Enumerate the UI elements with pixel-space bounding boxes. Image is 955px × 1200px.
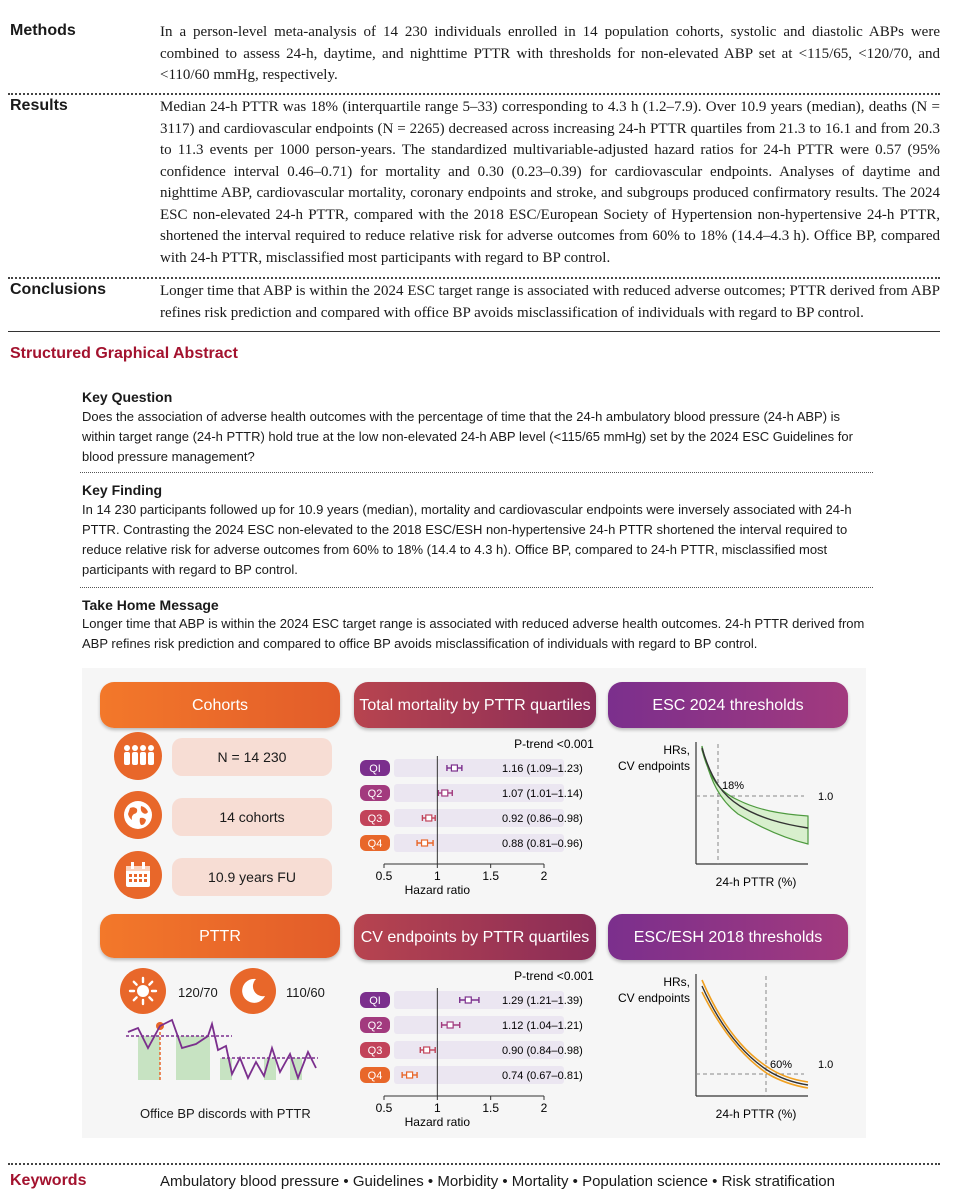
esc2024-marker: 18% [722,780,745,792]
keyword[interactable]: Morbidity [437,1173,499,1190]
take-home-heading: Take Home Message [82,597,219,613]
esc2018-pill: ESC/ESH 2018 thresholds [608,914,848,960]
curve-ylabel: HRs, [663,743,690,757]
office-bp-caption: Office BP discords with PTTR [140,1106,311,1121]
hazard-ratio-value: 1.07 (1.01–1.14) [502,788,583,800]
keywords-list [160,1173,835,1190]
x-tick-label: 1.5 [482,1101,500,1115]
keyword-separator: • [423,1173,438,1190]
divider [80,472,873,473]
hazard-ratio-point [447,1022,453,1028]
reference-line-label: 1.0 [818,791,834,803]
conclusions-text: Longer time that ABP is within the 2024 ESC target range is associated with reduced adverse outcomes; PTTR derived from ABP refines risk prediction and compared with office BP avoids misclassification of individuals with regard to BP control. [160,283,940,321]
hazard-ratio-point [407,1072,413,1078]
hazard-ratio-value: 0.92 (0.86–0.98) [502,813,583,825]
key-question-heading: Key Question [82,389,173,405]
results-label: Results [10,97,68,114]
divider [8,93,940,95]
results-text: Median 24-h PTTR was 18% (interquartile range 5–33) corresponding to 4.3 h (1.2–7.9). Over 10.9 years (median), deaths (N = 3117) and cardiovascular endpoints (N = 2265) decreased across increasing 24-h PTTR quartiles from 21.3 to 16.1 and from 20.3 to 11.3 events per 1000 person-years. The standardized multivariable-adjusted hazard ratios for 24-h PTTR were 0.57 (95% confidence interval 0.46–0.71) for mortality and 0.30 (0.23–0.39) for cardiovascular endpoints. Analyses of daytime and nighttime ABP, cardiovascular mortality, coronary endpoints and stroke, and subgroups produced confirmatory results. The 2024 ESC non-elevated 24-h PTTR, compared with the 2018 ESC/European Society of Hypertension non-hypertensive 24-h PTTR, shortened the interval required to reduce relative risk for adverse outcomes from 60% to 18% (14.4–4.3 h). Office BP, compared with 24-h PTTR, misclassified most participants with regard to BP control. [160,99,940,266]
hazard-ratio-point [442,790,448,796]
p-trend-label: P-trend <0.001 [514,737,594,751]
x-tick-label: 2 [540,1101,548,1115]
curve-xlabel: 24-h PTTR (%) [715,1107,797,1121]
figure-panel [82,668,866,1138]
esc2024-curve-chart [608,734,858,894]
cv-endpoints-pill: CV endpoints by PTTR quartiles [354,914,596,960]
hazard-ratio-value: 0.74 (0.67–0.81) [502,1070,583,1082]
hazard-ratio-value: 1.29 (1.21–1.39) [502,995,583,1007]
take-home-text: Longer time that ABP is within the 2024 ESC target range is associated with reduced adverse health outcomes. 24-h PTTR derived from ABP refines risk prediction and compared to office BP avoids misclassification of individuals with regard to BP control. [82,616,865,651]
reference-line-label: 1.0 [818,1059,834,1071]
quartile-label: Q2 [367,788,383,800]
keyword-separator: • [498,1173,512,1190]
cv-forest-plot [354,966,604,1126]
esc2018-marker: 60% [770,1059,793,1071]
hazard-ratio-value: 1.16 (1.09–1.23) [502,763,583,775]
mortality-forest-plot [354,734,604,894]
key-finding-heading: Key Finding [82,482,163,498]
keyword[interactable]: Population science [582,1173,708,1190]
quartile-label: Q2 [367,1020,383,1032]
pttr-pill: PTTR [100,914,340,958]
keyword-separator: • [339,1173,353,1190]
section-rule [8,331,940,332]
x-tick-label: 1 [433,869,441,883]
sun-icon [120,968,166,1014]
quartile-label: Q3 [367,1045,383,1057]
quartile-label: QI [369,763,381,775]
quartile-label: Q4 [367,1070,383,1082]
hazard-ratio-point [451,765,457,771]
divider [8,1163,940,1165]
keywords-label: Keywords [10,1172,87,1189]
quartile-label: Q3 [367,813,383,825]
x-tick-label: 0.5 [375,1101,393,1115]
divider [8,277,940,279]
cohort-count: 14 cohorts [172,798,332,836]
esc2018-curve-chart [608,966,858,1126]
quartile-label: Q4 [367,838,383,850]
hazard-ratio-point [422,840,428,846]
hazard-ratio-value: 0.88 (0.81–0.96) [502,838,583,850]
curve-ylabel: CV endpoints [617,991,690,1005]
keyword[interactable]: Risk stratification [721,1173,835,1190]
conclusions-label: Conclusions [10,281,107,298]
divider [80,587,873,588]
night-threshold: 110/60 [286,985,325,1000]
keyword[interactable]: Guidelines [352,1173,424,1190]
methods-text: In a person-level meta-analysis of 14 230 individuals enrolled in 14 population cohorts, systolic and diastolic ABPs were combined to assess 24-h, daytime, and nighttime PTTR with thresholds for non-elevated ABP set at <115/65, <120/70, and <110/60 mmHg, respectively. [160,24,940,83]
key-question-text: Does the association of adverse health outcomes with the percentage of time that the 24-h ambulatory blood pressure (24-h ABP) is within target range (24-h PTTR) hold true at the low non-elevated 24-h ABP level (<115/65 mmHg) set by the 2024 ESC Guidelines for blood pressure management? [82,409,853,464]
key-finding-text: In 14 230 participants followed up for 10.9 years (median), mortality and cardiovascular endpoints were inversely associated with 24-h PTTR. Contrasting the 2024 ESC non-elevated to the 2018 ESC/ESH non-hypertensive 24-h PTTR shortened the interval required to reduce relative risk for adverse outcomes from 60% to 18% (14.4 to 4.3 h). Office BP, compared to 24-h PTTR, misclassified most participants with regard to BP control. [82,502,852,577]
moon-icon [230,968,276,1014]
participants-count: N = 14 230 [172,738,332,776]
x-tick-label: 0.5 [375,869,393,883]
hazard-ratio-point [426,815,432,821]
x-axis-label: Hazard ratio [404,1115,471,1126]
mortality-pill: Total mortality by PTTR quartiles [354,682,596,728]
graphical-abstract-title: Structured Graphical Abstract [10,345,238,362]
hazard-ratio-point [465,997,471,1003]
keyword[interactable]: Mortality [511,1173,569,1190]
bp-trace-graphic [122,1018,322,1092]
keyword[interactable]: Ambulatory blood pressure [160,1173,340,1190]
hazard-ratio-value: 1.12 (1.04–1.21) [502,1020,583,1032]
curve-ylabel: CV endpoints [617,759,690,773]
esc2024-pill: ESC 2024 thresholds [608,682,848,728]
cohorts-pill: Cohorts [100,682,340,728]
calendar-icon [114,851,162,899]
keyword-separator: • [568,1173,583,1190]
keyword-separator: • [708,1173,722,1190]
people-icon [114,732,162,780]
quartile-label: QI [369,995,381,1007]
methods-label: Methods [10,22,76,39]
hazard-ratio-value: 0.90 (0.84–0.98) [502,1045,583,1057]
followup-duration: 10.9 years FU [172,858,332,896]
curve-ylabel: HRs, [663,975,690,989]
x-tick-label: 1.5 [482,869,500,883]
x-tick-label: 1 [433,1101,441,1115]
globe-icon [114,791,162,839]
x-axis-label: Hazard ratio [404,883,471,894]
curve-xlabel: 24-h PTTR (%) [715,875,797,889]
day-threshold: 120/70 [178,985,218,1000]
p-trend-label: P-trend <0.001 [514,969,594,983]
hazard-ratio-point [424,1047,430,1053]
x-tick-label: 2 [540,869,548,883]
